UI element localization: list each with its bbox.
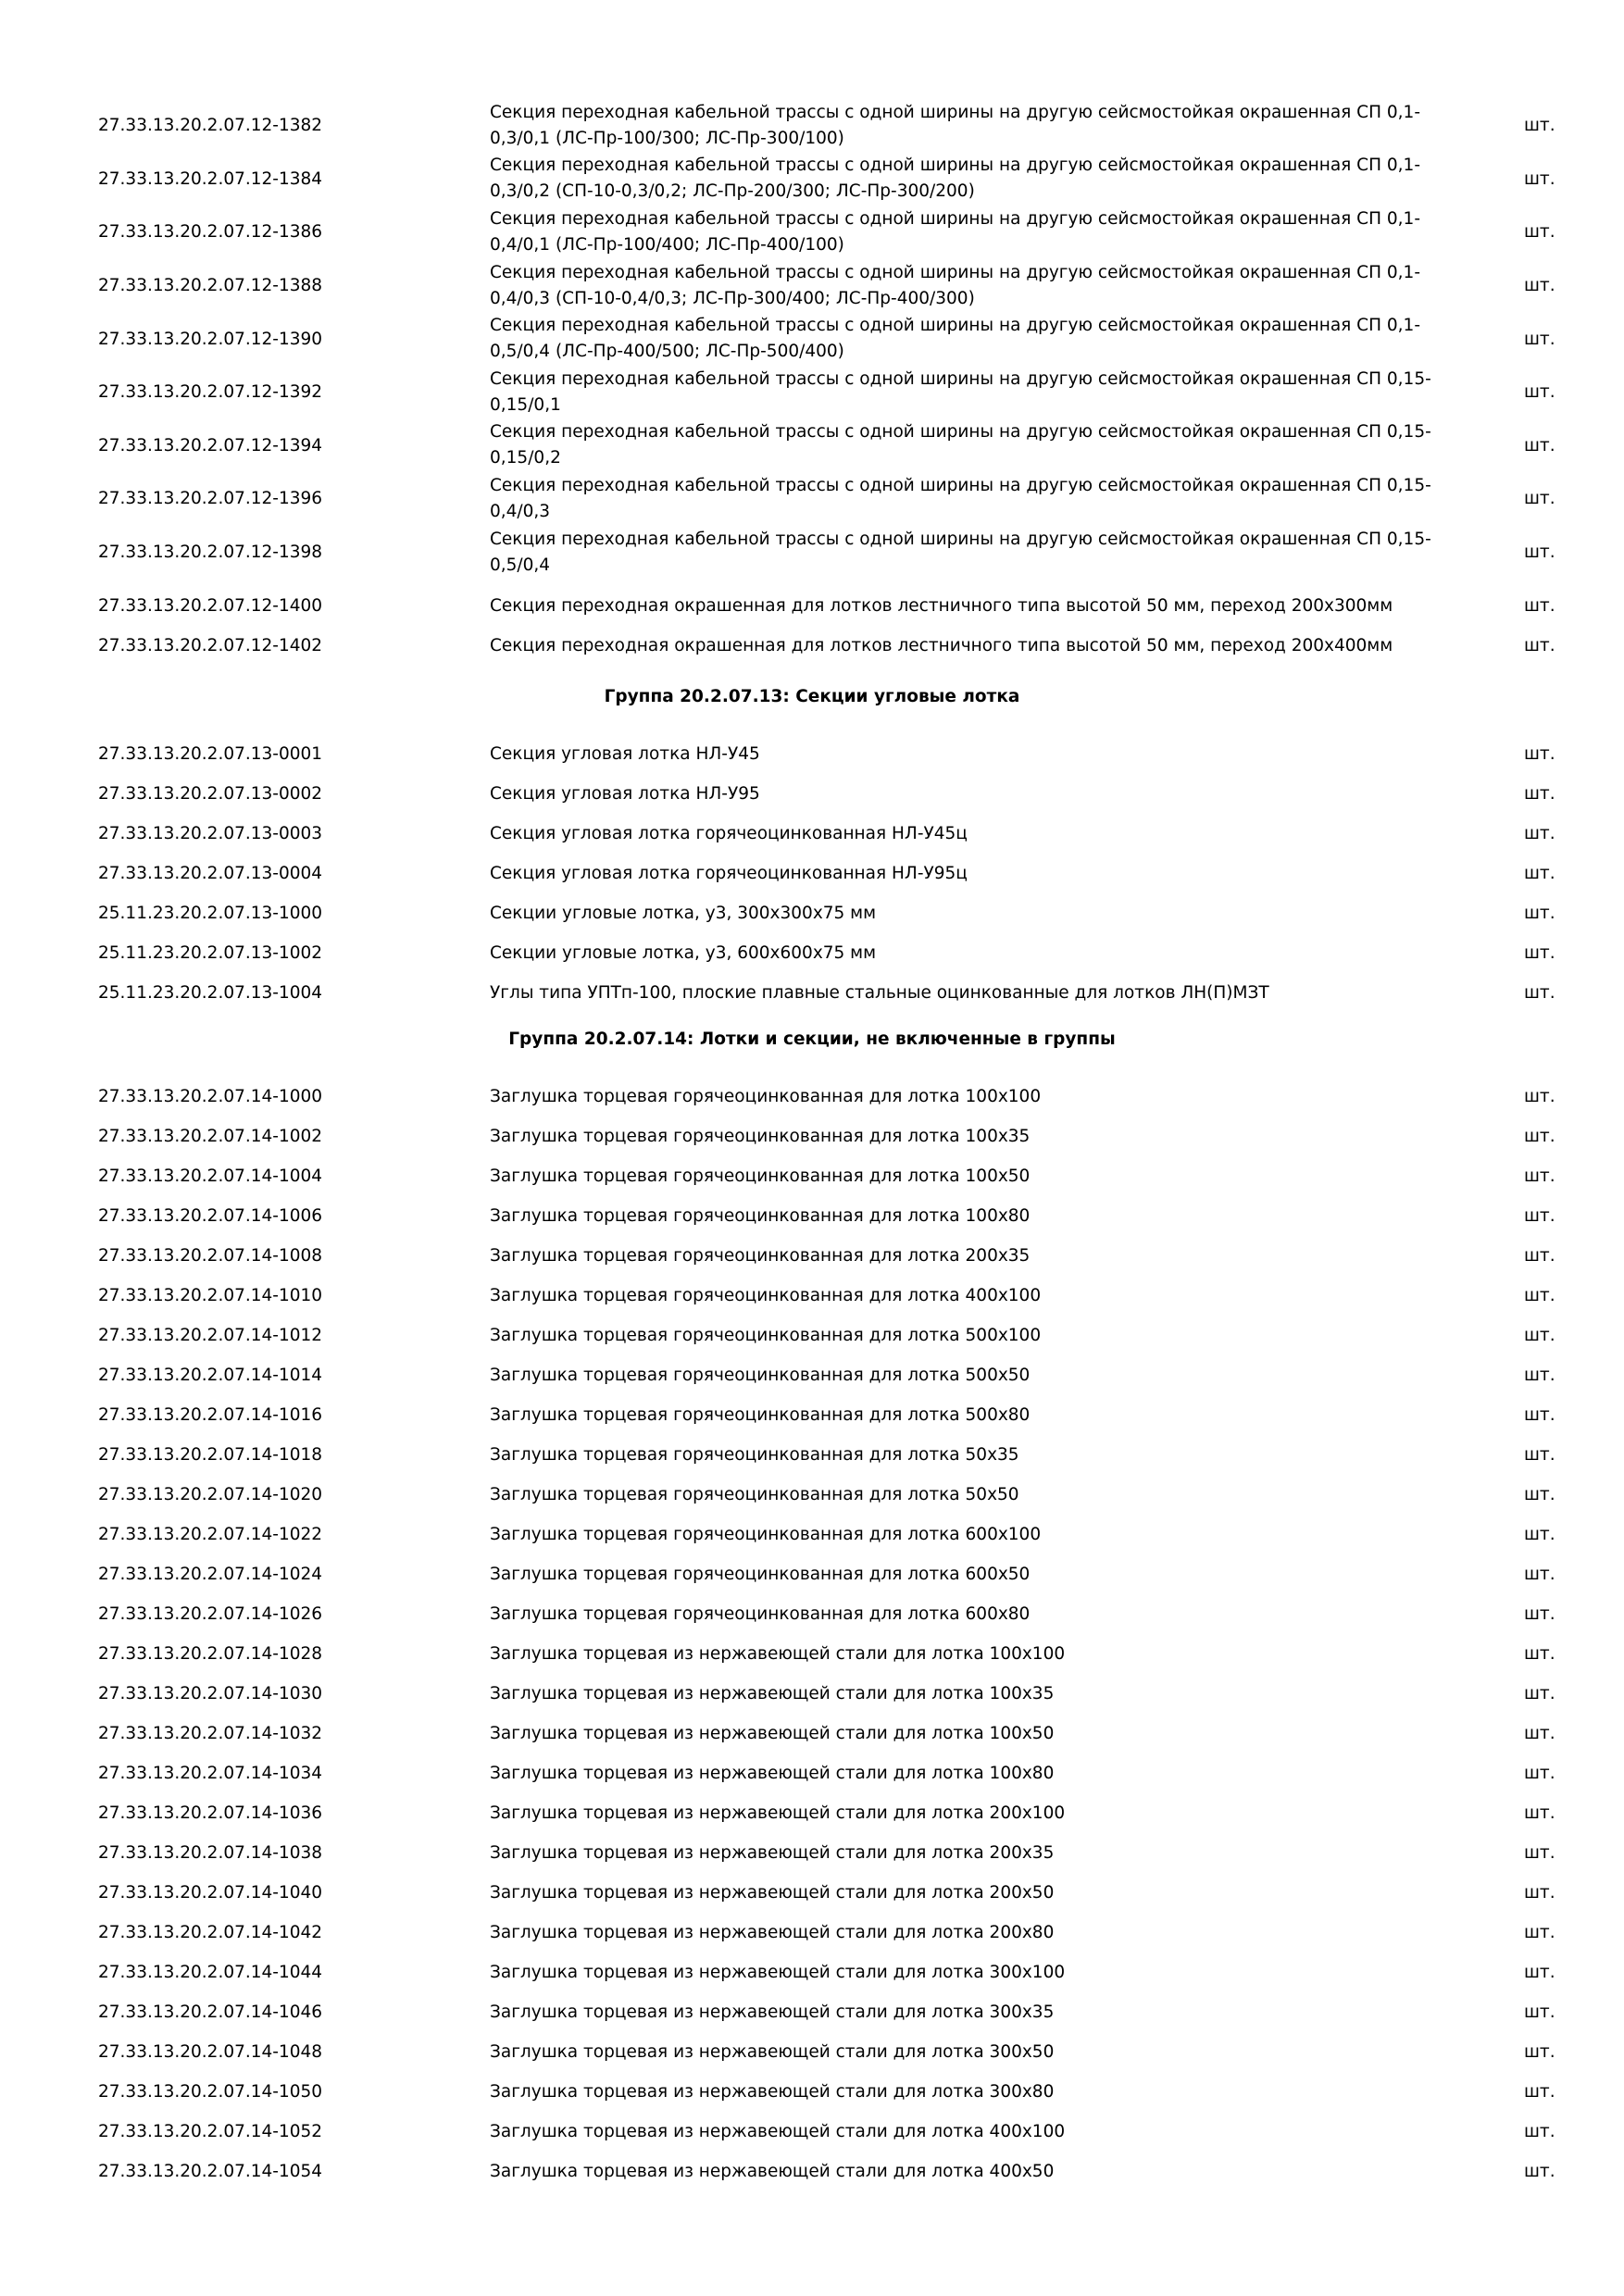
item-name: Заглушка торцевая горячеоцинкованная для лотка 50x50 [490, 1484, 1019, 1504]
item-unit: шт. [1524, 2122, 1555, 2141]
item-code: 25.11.23.20.2.07.13-1004 [98, 983, 323, 1003]
item-code: 27.33.13.20.2.07.14-1036 [98, 1803, 323, 1823]
item-code: 27.33.13.20.2.07.14-1040 [98, 1883, 323, 1903]
item-name: Секция угловая лотка горячеоцинкованная НЛ-У45ц [490, 823, 968, 843]
item-name: Заглушка торцевая горячеоцинкованная для лотка 500x50 [490, 1365, 1031, 1385]
item-name: Заглушка торцевая из нержавеющей стали для лотка 200x50 [490, 1882, 1055, 1903]
table-row [0, 366, 1624, 419]
item-name: Секция переходная окрашенная для лотков лестничного типа высотой 50 мм, переход 200x400мм [490, 635, 1393, 655]
item-unit: шт. [1524, 983, 1555, 1003]
item-unit: шт. [1524, 824, 1555, 843]
table-row [0, 1953, 1624, 1992]
item-code: 27.33.13.20.2.07.12-1388 [98, 276, 323, 296]
item-name: Заглушка торцевая горячеоцинкованная для лотка 100x100 [490, 1086, 1042, 1106]
table-row [0, 933, 1624, 973]
item-name: Заглушка торцевая из нержавеющей стали для лотка 300x35 [490, 2002, 1055, 2022]
item-name: Секция переходная кабельной трассы с одной ширины на другую сейсмостойкая окрашенная СП 0,1-0,5/0,4 (ЛС-Пр-400/500; ЛС-Пр-500/400) [490, 316, 1420, 362]
table-row [0, 526, 1624, 580]
item-unit: шт. [1524, 1286, 1555, 1305]
item-name: Секции угловые лотка, у3, 300x300x75 мм [490, 903, 877, 923]
item-name: Заглушка торцевая из нержавеющей стали для лотка 100x80 [490, 1763, 1055, 1783]
item-unit: шт. [1524, 1644, 1555, 1664]
item-name: Секция переходная кабельной трассы с одной ширины на другую сейсмостойкая окрашенная СП 0,15-0,15/0,1 [490, 368, 1431, 415]
item-code: 27.33.13.20.2.07.12-1386 [98, 222, 323, 243]
table-row [0, 1355, 1624, 1395]
item-unit: шт. [1524, 1405, 1555, 1425]
item-code: 27.33.13.20.2.07.14-1028 [98, 1644, 323, 1664]
item-code: 27.33.13.20.2.07.14-1044 [98, 1963, 323, 1982]
item-unit: шт. [1524, 222, 1555, 243]
table-row [0, 1156, 1624, 1196]
item-unit: шт. [1524, 543, 1555, 563]
item-unit: шт. [1524, 636, 1555, 655]
item-code: 27.33.13.20.2.07.13-0003 [98, 824, 323, 843]
item-name: Заглушка торцевая из нержавеющей стали для лотка 300x100 [490, 1962, 1066, 1982]
table-row [0, 153, 1624, 206]
group-heading: Группа 20.2.07.14: Лотки и секции, не включенные в группы [508, 1029, 1116, 1049]
item-name: Заглушка торцевая из нержавеющей стали для лотка 200x100 [490, 1803, 1066, 1823]
table-row [0, 1276, 1624, 1316]
table-row [0, 312, 1624, 366]
item-name: Секция переходная кабельной трассы с одной ширины на другую сейсмостойкая окрашенная СП 0,15-0,5/0,4 [490, 529, 1431, 575]
item-name: Заглушка торцевая горячеоцинкованная для лотка 400x100 [490, 1285, 1042, 1305]
item-unit: шт. [1524, 744, 1555, 764]
item-code: 27.33.13.20.2.07.14-1022 [98, 1525, 323, 1544]
item-name: Секция переходная кабельной трассы с одной ширины на другую сейсмостойкая окрашенная СП 0,15-0,15/0,2 [490, 422, 1431, 468]
item-unit: шт. [1524, 1326, 1555, 1345]
item-name: Заглушка торцевая из нержавеющей стали для лотка 100x35 [490, 1683, 1055, 1703]
item-code: 27.33.13.20.2.07.14-1026 [98, 1604, 323, 1624]
table-row [0, 814, 1624, 854]
table-row [0, 1833, 1624, 1873]
item-code: 27.33.13.20.2.07.14-1000 [98, 1087, 323, 1106]
table-row [0, 2032, 1624, 2072]
table-row [0, 1435, 1624, 1475]
item-code: 27.33.13.20.2.07.12-1396 [98, 489, 323, 509]
item-code: 27.33.13.20.2.07.14-1054 [98, 2162, 323, 2181]
item-name: Углы типа УПТп-100, плоские плавные стальные оцинкованные для лотков ЛН(П)МЗТ [490, 982, 1269, 1003]
table-row [0, 1515, 1624, 1554]
item-name: Секция переходная кабельной трассы с одной ширины на другую сейсмостойкая окрашенная СП 0,1-0,3/0,1 (ЛС-Пр-100/300; ЛС-Пр-300/100) [490, 102, 1420, 148]
table-row [0, 774, 1624, 814]
table-row [0, 1594, 1624, 1634]
item-code: 27.33.13.20.2.07.12-1390 [98, 329, 323, 349]
item-name: Секция переходная кабельной трассы с одной ширины на другую сейсмостойкая окрашенная СП 0,1-0,4/0,3 (СП-10-0,4/0,3; ЛС-Пр-300/400; ЛС-Пр-400/300) [490, 262, 1420, 308]
item-unit: шт. [1524, 904, 1555, 923]
item-code: 27.33.13.20.2.07.12-1384 [98, 168, 323, 189]
item-name: Секция угловая лотка горячеоцинкованная НЛ-У95ц [490, 863, 968, 883]
item-code: 27.33.13.20.2.07.14-1018 [98, 1445, 323, 1465]
item-unit: шт. [1524, 784, 1555, 804]
item-unit: шт. [1524, 1246, 1555, 1266]
item-unit: шт. [1524, 116, 1555, 136]
item-name: Заглушка торцевая горячеоцинкованная для лотка 500x80 [490, 1404, 1031, 1425]
item-unit: шт. [1524, 1963, 1555, 1982]
item-unit: шт. [1524, 1764, 1555, 1783]
item-unit: шт. [1524, 864, 1555, 883]
item-unit: шт. [1524, 329, 1555, 349]
item-code: 27.33.13.20.2.07.14-1048 [98, 2042, 323, 2062]
item-name: Секция угловая лотка НЛ-У95 [490, 783, 760, 804]
item-unit: шт. [1524, 943, 1555, 963]
table-row [0, 1196, 1624, 1236]
item-code: 27.33.13.20.2.07.12-1402 [98, 636, 323, 655]
item-name: Заглушка торцевая из нержавеющей стали для лотка 100x50 [490, 1723, 1055, 1743]
item-name: Секции угловые лотка, у3, 600x600x75 мм [490, 942, 877, 963]
table-row [0, 1634, 1624, 1674]
table-row [0, 734, 1624, 774]
item-name: Заглушка торцевая горячеоцинкованная для лотка 600x50 [490, 1564, 1031, 1584]
item-unit: шт. [1524, 1684, 1555, 1703]
item-code: 27.33.13.20.2.07.14-1038 [98, 1843, 323, 1863]
item-name: Заглушка торцевая из нержавеющей стали для лотка 100x100 [490, 1643, 1066, 1664]
group-heading: Группа 20.2.07.13: Секции угловые лотка [604, 687, 1020, 706]
table-row [0, 1873, 1624, 1913]
table-row [0, 419, 1624, 473]
item-unit: шт. [1524, 1206, 1555, 1226]
table-row [0, 1793, 1624, 1833]
item-code: 27.33.13.20.2.07.14-1042 [98, 1923, 323, 1942]
item-code: 27.33.13.20.2.07.14-1004 [98, 1167, 323, 1186]
item-name: Секция угловая лотка НЛ-У45 [490, 743, 760, 764]
item-code: 27.33.13.20.2.07.12-1400 [98, 596, 323, 616]
item-unit: шт. [1524, 276, 1555, 296]
item-code: 27.33.13.20.2.07.14-1006 [98, 1206, 323, 1226]
item-code: 27.33.13.20.2.07.12-1382 [98, 116, 323, 136]
item-unit: шт. [1524, 1803, 1555, 1823]
table-row [0, 1753, 1624, 1793]
item-name: Заглушка торцевая горячеоцинкованная для лотка 50x35 [490, 1444, 1019, 1465]
item-code: 27.33.13.20.2.07.14-1010 [98, 1286, 323, 1305]
item-code: 27.33.13.20.2.07.12-1398 [98, 543, 323, 563]
item-unit: шт. [1524, 1843, 1555, 1863]
table-row [0, 1117, 1624, 1156]
item-code: 27.33.13.20.2.07.14-1002 [98, 1127, 323, 1146]
item-unit: шт. [1524, 1923, 1555, 1942]
item-code: 27.33.13.20.2.07.14-1012 [98, 1326, 323, 1345]
item-unit: шт. [1524, 1604, 1555, 1624]
item-name: Заглушка торцевая из нержавеющей стали для лотка 200x35 [490, 1842, 1055, 1863]
item-unit: шт. [1524, 2162, 1555, 2181]
item-code: 27.33.13.20.2.07.14-1014 [98, 1366, 323, 1385]
table-row [0, 259, 1624, 313]
item-unit: шт. [1524, 1127, 1555, 1146]
item-name: Секция переходная кабельной трассы с одной ширины на другую сейсмостойкая окрашенная СП 0,15-0,4/0,3 [490, 475, 1431, 521]
table-row [0, 472, 1624, 526]
table-row [0, 2112, 1624, 2152]
item-name: Секция переходная окрашенная для лотков лестничного типа высотой 50 мм, переход 200x300мм [490, 595, 1393, 616]
item-code: 27.33.13.20.2.07.13-0002 [98, 784, 323, 804]
table-row [0, 854, 1624, 893]
item-code: 25.11.23.20.2.07.13-1002 [98, 943, 323, 963]
item-code: 27.33.13.20.2.07.14-1050 [98, 2082, 323, 2102]
item-unit: шт. [1524, 596, 1555, 616]
item-code: 27.33.13.20.2.07.14-1034 [98, 1764, 323, 1783]
item-code: 27.33.13.20.2.07.14-1008 [98, 1246, 323, 1266]
item-name: Секция переходная кабельной трассы с одной ширины на другую сейсмостойкая окрашенная СП 0,1-0,4/0,1 (ЛС-Пр-100/400; ЛС-Пр-400/100) [490, 208, 1420, 255]
table-row [0, 973, 1624, 1013]
table-row [0, 2152, 1624, 2191]
table-row [0, 1554, 1624, 1594]
item-code: 27.33.13.20.2.07.14-1032 [98, 1724, 323, 1743]
item-unit: шт. [1524, 1167, 1555, 1186]
table-row [0, 2072, 1624, 2112]
item-code: 27.33.13.20.2.07.13-0001 [98, 744, 323, 764]
item-unit: шт. [1524, 435, 1555, 455]
item-name: Заглушка торцевая из нержавеющей стали для лотка 400x50 [490, 2161, 1055, 2181]
item-unit: шт. [1524, 1485, 1555, 1504]
table-row [0, 1913, 1624, 1953]
table-row [0, 99, 1624, 153]
item-name: Заглушка торцевая горячеоцинкованная для лотка 200x35 [490, 1245, 1031, 1266]
item-unit: шт. [1524, 1087, 1555, 1106]
item-unit: шт. [1524, 1724, 1555, 1743]
item-code: 27.33.13.20.2.07.14-1052 [98, 2122, 323, 2141]
item-name: Заглушка торцевая из нержавеющей стали для лотка 300x80 [490, 2081, 1055, 2102]
item-code: 27.33.13.20.2.07.14-1016 [98, 1405, 323, 1425]
table-row [0, 206, 1624, 259]
item-name: Заглушка торцевая из нержавеющей стали для лотка 300x50 [490, 2041, 1055, 2062]
item-name: Заглушка торцевая горячеоцинкованная для лотка 600x80 [490, 1603, 1031, 1624]
table-row [0, 1236, 1624, 1276]
table-row [0, 1674, 1624, 1714]
table-row [0, 586, 1624, 626]
item-name: Заглушка торцевая горячеоцинкованная для лотка 100x80 [490, 1205, 1031, 1226]
item-code: 25.11.23.20.2.07.13-1000 [98, 904, 323, 923]
item-unit: шт. [1524, 168, 1555, 189]
table-row [0, 626, 1624, 666]
item-name: Заглушка торцевая горячеоцинкованная для лотка 100x50 [490, 1166, 1031, 1186]
table-row [0, 1395, 1624, 1435]
item-name: Заглушка торцевая горячеоцинкованная для лотка 500x100 [490, 1325, 1042, 1345]
item-unit: шт. [1524, 1525, 1555, 1544]
item-name: Заглушка торцевая горячеоцинкованная для лотка 600x100 [490, 1524, 1042, 1544]
item-unit: шт. [1524, 2042, 1555, 2062]
item-code: 27.33.13.20.2.07.14-1024 [98, 1565, 323, 1584]
item-unit: шт. [1524, 1445, 1555, 1465]
item-code: 27.33.13.20.2.07.12-1394 [98, 435, 323, 455]
item-code: 27.33.13.20.2.07.14-1046 [98, 2003, 323, 2022]
table-row [0, 1316, 1624, 1355]
item-code: 27.33.13.20.2.07.14-1030 [98, 1684, 323, 1703]
item-name: Заглушка торцевая горячеоцинкованная для лотка 100x35 [490, 1126, 1031, 1146]
table-row [0, 893, 1624, 933]
table-row [0, 1475, 1624, 1515]
item-unit: шт. [1524, 1883, 1555, 1903]
item-name: Заглушка торцевая из нержавеющей стали для лотка 400x100 [490, 2121, 1066, 2141]
item-unit: шт. [1524, 2082, 1555, 2102]
table-row [0, 1714, 1624, 1753]
item-code: 27.33.13.20.2.07.12-1392 [98, 382, 323, 403]
item-code: 27.33.13.20.2.07.14-1020 [98, 1485, 323, 1504]
table-row [0, 1992, 1624, 2032]
item-name: Секция переходная кабельной трассы с одной ширины на другую сейсмостойкая окрашенная СП 0,1-0,3/0,2 (СП-10-0,3/0,2; ЛС-Пр-200/300; ЛС-Пр-300/200) [490, 156, 1420, 202]
table-row [0, 1077, 1624, 1117]
item-name: Заглушка торцевая из нержавеющей стали для лотка 200x80 [490, 1922, 1055, 1942]
item-unit: шт. [1524, 1565, 1555, 1584]
item-unit: шт. [1524, 382, 1555, 403]
item-unit: шт. [1524, 2003, 1555, 2022]
item-unit: шт. [1524, 1366, 1555, 1385]
item-unit: шт. [1524, 489, 1555, 509]
item-code: 27.33.13.20.2.07.13-0004 [98, 864, 323, 883]
